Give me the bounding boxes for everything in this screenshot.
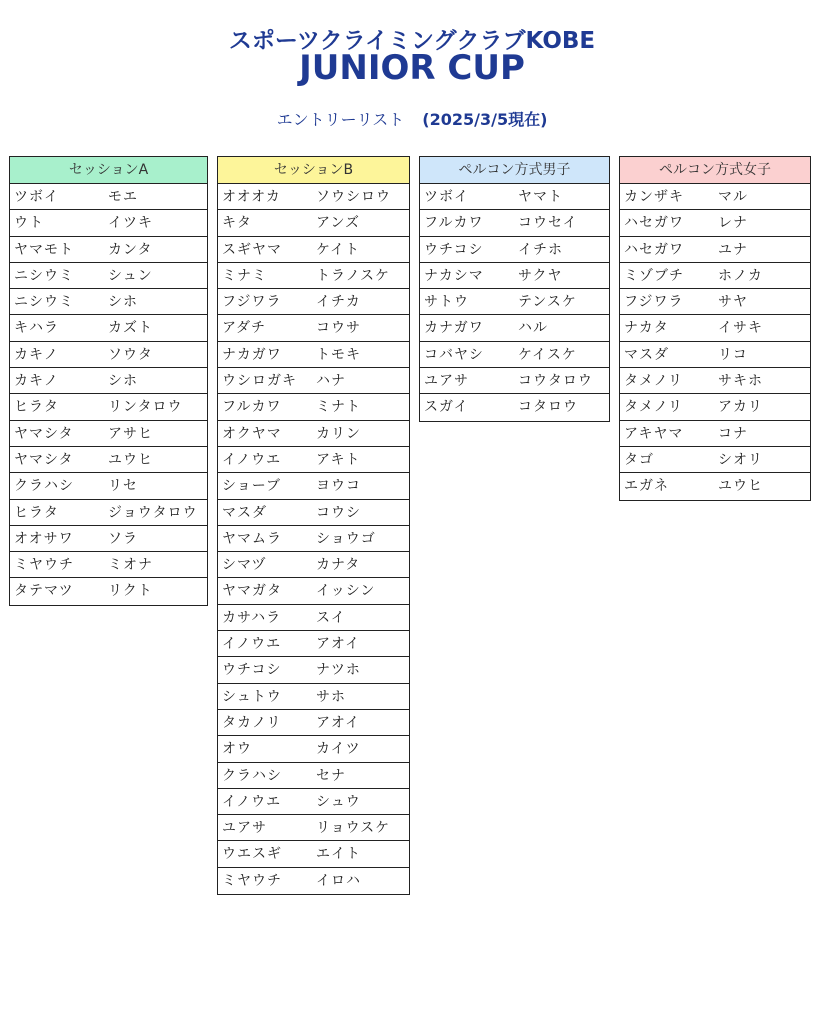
table-row <box>420 368 609 394</box>
surname-cell: ナカガワ <box>222 346 282 363</box>
surname-cell: ヤマモト <box>14 241 74 258</box>
table-row <box>10 447 207 473</box>
surname-cell: ハセガワ <box>624 241 684 258</box>
surname-cell: オウ <box>222 741 252 758</box>
table-row <box>420 263 609 289</box>
given-name-cell: イロハ <box>316 872 361 889</box>
surname-cell: ヤマガタ <box>222 583 282 600</box>
surname-cell: ヤマムラ <box>222 530 282 547</box>
given-name-cell: カンタ <box>108 241 153 258</box>
surname-cell: タメノリ <box>624 399 684 416</box>
given-name-cell: イチカ <box>316 294 361 311</box>
surname-cell: タメノリ <box>624 373 684 390</box>
table-row <box>10 210 207 236</box>
given-name-cell: シュウ <box>316 793 361 810</box>
table-row <box>10 237 207 263</box>
table-row <box>218 421 409 447</box>
table-row <box>10 315 207 341</box>
table-row <box>10 473 207 499</box>
surname-cell: キタ <box>222 215 252 232</box>
surname-cell: フジワラ <box>624 294 684 311</box>
table-row <box>620 394 810 420</box>
table-row <box>620 421 810 447</box>
table-row <box>620 263 810 289</box>
surname-cell: スギヤマ <box>222 241 282 258</box>
surname-cell: フルカワ <box>424 215 484 232</box>
list-subtitle <box>0 107 824 130</box>
given-name-cell: イッシン <box>316 583 376 600</box>
surname-cell: ウシロガキ <box>222 373 297 390</box>
table-row <box>218 447 409 473</box>
surname-cell: ミゾブチ <box>624 267 684 284</box>
given-name-cell: ユナ <box>718 241 748 258</box>
surname-cell: オオサワ <box>14 530 74 547</box>
surname-cell: マスダ <box>222 504 267 521</box>
given-name-cell: ヤマト <box>518 189 563 205</box>
given-name-cell: コウシ <box>316 504 361 521</box>
table-row <box>218 368 409 394</box>
given-name-cell: サキホ <box>718 373 763 390</box>
table-row <box>620 237 810 263</box>
given-name-cell: トモキ <box>316 346 361 363</box>
surname-cell: コバヤシ <box>424 346 484 363</box>
table-row <box>218 789 409 815</box>
table-row <box>218 394 409 420</box>
surname-cell: タカノリ <box>222 714 282 731</box>
given-name-cell: モエ <box>108 189 138 205</box>
given-name-cell: コウセイ <box>518 215 578 232</box>
surname-cell: ヒラタ <box>14 504 59 521</box>
surname-cell: ニシウミ <box>14 294 74 311</box>
table-row <box>218 552 409 578</box>
table-row <box>10 421 207 447</box>
given-name-cell: アサヒ <box>108 425 153 442</box>
given-name-cell: イツキ <box>108 215 153 232</box>
table-row <box>10 342 207 368</box>
surname-cell: アキヤマ <box>624 425 684 442</box>
surname-cell: ハセガワ <box>624 215 684 232</box>
given-name-cell: ソウタ <box>108 346 153 363</box>
table-row <box>218 710 409 736</box>
event-title: JUNIOR CUP <box>299 48 525 88</box>
surname-cell: ウチコシ <box>424 241 484 258</box>
table-header: ペルコン方式女子 <box>620 157 810 184</box>
given-name-cell: ソウシロウ <box>316 189 391 205</box>
given-name-cell: ジョウタロウ <box>108 504 198 521</box>
given-name-cell: ミナト <box>316 399 361 416</box>
given-name-cell: アオイ <box>316 636 361 653</box>
table-row <box>218 500 409 526</box>
table-row <box>10 394 207 420</box>
given-name-cell: ソラ <box>108 530 138 547</box>
table-row <box>10 526 207 552</box>
table-row <box>10 552 207 578</box>
table-row <box>620 289 810 315</box>
given-name-cell: エイト <box>316 846 361 863</box>
surname-cell: ミヤウチ <box>222 872 282 889</box>
table-row <box>218 605 409 631</box>
given-name-cell: ユウヒ <box>108 451 153 468</box>
table-row <box>420 342 609 368</box>
given-name-cell: セナ <box>316 767 346 784</box>
surname-cell: ニシウミ <box>14 267 74 284</box>
table-row <box>218 526 409 552</box>
given-name-cell: ヨウコ <box>316 478 361 495</box>
given-name-cell: ホノカ <box>718 267 763 284</box>
given-name-cell: トラノスケ <box>316 267 391 284</box>
table-row <box>218 315 409 341</box>
table-row <box>620 210 810 236</box>
table-row <box>620 184 810 210</box>
table-row <box>218 657 409 683</box>
table-row <box>218 578 409 604</box>
given-name-cell: シュン <box>108 267 153 284</box>
table-row <box>218 868 409 894</box>
surname-cell: ユアサ <box>424 373 469 390</box>
surname-cell: ショーブ <box>222 478 282 495</box>
table-row <box>620 315 810 341</box>
surname-cell: ウチコシ <box>222 662 282 679</box>
table-row <box>218 841 409 867</box>
table-row <box>218 763 409 789</box>
given-name-cell: ハナ <box>316 373 346 390</box>
surname-cell: シュトウ <box>222 688 282 705</box>
surname-cell: ミヤウチ <box>14 557 74 574</box>
table-header: セッションB <box>218 157 409 184</box>
given-name-cell: テンスケ <box>518 294 577 311</box>
surname-cell: タゴ <box>624 451 654 468</box>
table-row <box>10 289 207 315</box>
table-row <box>620 473 810 499</box>
session-a-table <box>9 156 208 606</box>
surname-cell: ナカタ <box>624 320 669 337</box>
table-row <box>218 631 409 657</box>
surname-cell: オクヤマ <box>222 425 282 442</box>
table-row <box>620 447 810 473</box>
table-row <box>420 315 609 341</box>
table-row <box>420 210 609 236</box>
given-name-cell: リコ <box>718 346 748 363</box>
given-name-cell: リョウスケ <box>316 820 391 837</box>
surname-cell: ユアサ <box>222 820 267 837</box>
given-name-cell: シホ <box>108 294 138 311</box>
given-name-cell: シホ <box>108 373 138 390</box>
given-name-cell: リクト <box>108 583 153 600</box>
table-row <box>218 684 409 710</box>
given-name-cell: ナツホ <box>316 662 361 679</box>
table-row <box>10 578 207 604</box>
surname-cell: フルカワ <box>222 399 282 416</box>
given-name-cell: ユウヒ <box>718 478 763 495</box>
given-name-cell: リンタロウ <box>108 399 183 416</box>
surname-cell: クラハシ <box>14 478 74 495</box>
surname-cell: タテマツ <box>14 583 74 600</box>
table-row <box>218 815 409 841</box>
list-title: エントリーリスト <box>276 110 405 129</box>
given-name-cell: アオイ <box>316 714 361 731</box>
table-row <box>218 237 409 263</box>
surname-cell: アダチ <box>222 320 267 337</box>
surname-cell: ミナミ <box>222 267 267 284</box>
surname-cell: クラハシ <box>222 767 282 784</box>
table-row <box>420 394 609 420</box>
given-name-cell: カズト <box>108 320 153 337</box>
given-name-cell: リセ <box>108 478 138 495</box>
table-row <box>218 184 409 210</box>
given-name-cell: アキト <box>316 451 361 468</box>
surname-cell: イノウエ <box>222 451 282 468</box>
given-name-cell: レナ <box>718 215 748 232</box>
given-name-cell: スイ <box>316 609 346 626</box>
surname-cell: ウト <box>14 215 44 232</box>
table-row <box>218 210 409 236</box>
table-row <box>620 342 810 368</box>
table-row <box>620 368 810 394</box>
list-date: (2025/3/5現在) <box>422 110 548 129</box>
surname-cell: エガネ <box>624 478 669 495</box>
given-name-cell: サヤ <box>718 294 748 311</box>
given-name-cell: アカリ <box>718 399 763 416</box>
table-row <box>420 289 609 315</box>
surname-cell: ツボイ <box>14 189 59 205</box>
surname-cell: カンザキ <box>624 189 684 205</box>
given-name-cell: シオリ <box>718 451 763 468</box>
table-row <box>218 342 409 368</box>
perkon-boys-table <box>419 156 610 422</box>
given-name-cell: アンズ <box>316 215 361 232</box>
session-b-table <box>217 156 410 895</box>
given-name-cell: カナタ <box>316 557 361 574</box>
given-name-cell: カリン <box>316 425 361 442</box>
surname-cell: スガイ <box>424 399 469 416</box>
surname-cell: イノウエ <box>222 793 282 810</box>
surname-cell: カキノ <box>14 373 59 390</box>
table-header: セッションA <box>10 157 207 184</box>
surname-cell: ツボイ <box>424 189 469 205</box>
given-name-cell: コタロウ <box>518 399 578 416</box>
table-row <box>420 237 609 263</box>
given-name-cell: ケイト <box>316 241 361 258</box>
table-row <box>218 263 409 289</box>
surname-cell: カキノ <box>14 346 59 363</box>
table-row <box>218 736 409 762</box>
given-name-cell: サホ <box>316 688 346 705</box>
surname-cell: サトウ <box>424 294 469 311</box>
given-name-cell: ショウゴ <box>316 530 376 547</box>
surname-cell: ナカシマ <box>424 267 484 284</box>
surname-cell: ヤマシタ <box>14 425 74 442</box>
surname-cell: シマヅ <box>222 557 267 574</box>
given-name-cell: カイツ <box>316 741 361 758</box>
surname-cell: カナガワ <box>424 320 484 337</box>
given-name-cell: コウタロウ <box>518 373 593 390</box>
table-row <box>420 184 609 210</box>
perkon-girls-table <box>619 156 811 501</box>
given-name-cell: コナ <box>718 425 748 442</box>
given-name-cell: コウサ <box>316 320 361 337</box>
surname-cell: カサハラ <box>222 609 282 626</box>
surname-cell: ヒラタ <box>14 399 59 416</box>
surname-cell: フジワラ <box>222 294 282 311</box>
given-name-cell: ミオナ <box>108 557 153 574</box>
surname-cell: キハラ <box>14 320 59 337</box>
table-row <box>10 263 207 289</box>
given-name-cell: サクヤ <box>518 267 563 284</box>
given-name-cell: ハル <box>518 320 548 337</box>
given-name-cell: ケイスケ <box>518 346 577 363</box>
table-row <box>10 184 207 210</box>
table-row <box>10 500 207 526</box>
table-header: ペルコン方式男子 <box>420 157 609 184</box>
table-row <box>218 473 409 499</box>
surname-cell: オオオカ <box>222 189 281 205</box>
surname-cell: イノウエ <box>222 636 282 653</box>
surname-cell: ヤマシタ <box>14 451 74 468</box>
given-name-cell: イチホ <box>518 241 563 258</box>
given-name-cell: イサキ <box>718 320 763 337</box>
club-name: スポーツクライミングクラブKOBE <box>228 28 596 54</box>
given-name-cell: マル <box>718 189 748 205</box>
table-row <box>10 368 207 394</box>
surname-cell: ウエスギ <box>222 846 282 863</box>
surname-cell: マスダ <box>624 346 669 363</box>
table-row <box>218 289 409 315</box>
